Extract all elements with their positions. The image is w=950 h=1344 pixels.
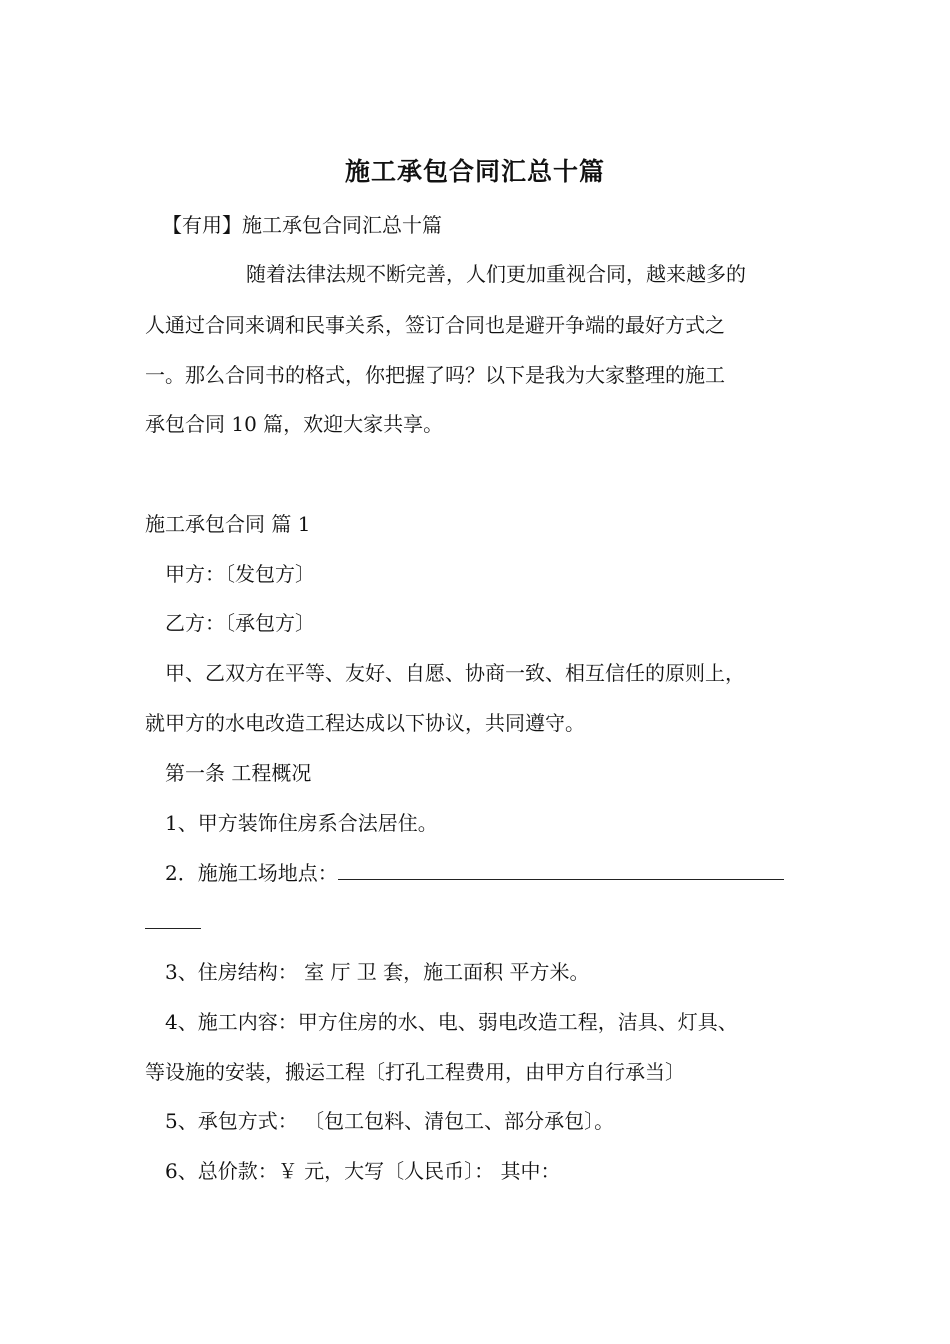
- intro-line-1: 随着法律法规不断完善，人们更加重视合同，越来越多的: [246, 262, 746, 286]
- party-b-line: 乙方：〔承包方〕: [165, 611, 315, 635]
- intro-line-4: 承包合同 10 篇，欢迎大家共享。: [145, 412, 444, 436]
- item-2-line: [165, 859, 784, 887]
- party-a-line: 甲方：〔发包方〕: [165, 562, 315, 586]
- item-4-line-1: 4、施工内容：甲方住房的水、电、弱电改造工程，洁具、灯具、: [165, 1010, 738, 1034]
- article-1-heading: 第一条 工程概况: [165, 761, 312, 785]
- site-address-blank: [338, 861, 784, 880]
- site-address-blank-continued: [145, 928, 201, 929]
- item-5: 5、承包方式： 〔包工包料、清包工、部分承包〕。: [165, 1109, 615, 1133]
- item-2-label: 2．施施工场地点：: [165, 861, 338, 885]
- intro-line-3: 一。那么合同书的格式，你把握了吗？以下是我为大家整理的施工: [145, 363, 725, 387]
- item-6: 6、总价款：￥ 元，大写〔人民币〕： 其中：: [165, 1159, 561, 1183]
- document-title: 施工承包合同汇总十篇: [344, 157, 605, 186]
- agreement-line-1: 甲、乙双方在平等、友好、自愿、协商一致、相互信任的原则上，: [165, 661, 745, 685]
- item-4-line-2: 等设施的安装，搬运工程〔打孔工程费用，由甲方自行承当〕: [145, 1060, 685, 1084]
- document-subtitle: 【有用】施工承包合同汇总十篇: [162, 213, 442, 237]
- section-heading: 施工承包合同 篇 1: [145, 512, 311, 536]
- agreement-line-2: 就甲方的水电改造工程达成以下协议，共同遵守。: [145, 711, 585, 735]
- item-3: 3、住房结构： 室 厅 卫 套，施工面积 平方米。: [165, 960, 590, 984]
- item-1: 1、甲方装饰住房系合法居住。: [165, 811, 438, 835]
- intro-line-2: 人通过合同来调和民事关系，签订合同也是避开争端的最好方式之: [145, 313, 725, 337]
